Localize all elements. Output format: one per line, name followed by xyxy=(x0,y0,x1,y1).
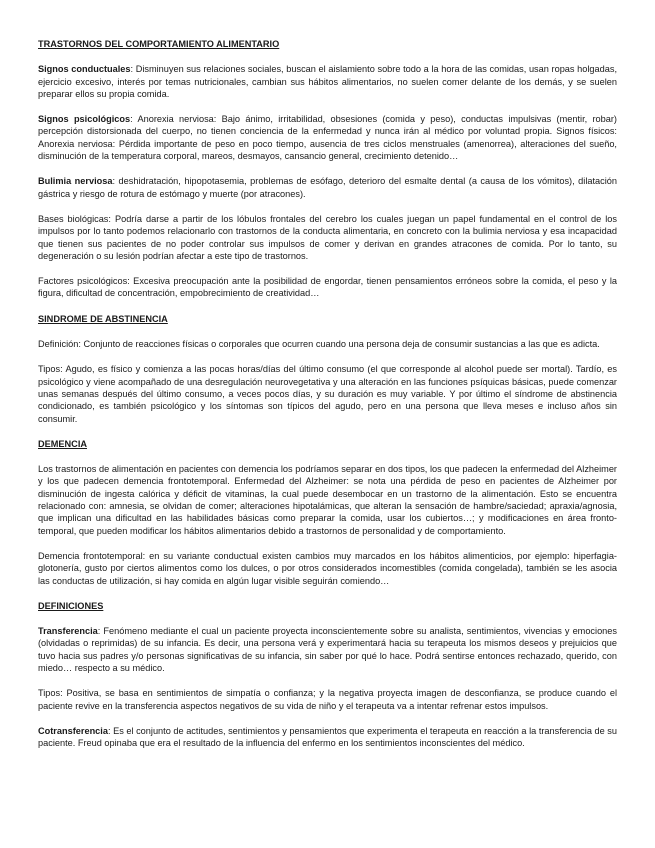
paragraph-signos-psicologicos xyxy=(38,113,617,162)
paragraph-text: : Anorexia nerviosa: Bajo ánimo, irritabilidad, obsesiones (comida y peso), conductas impulsivas (mentir, robar) percepción distorsionada del cuerpo, no tienen conciencia de la enfermedad y nunca irán al médico por voluntad propia. Signos físicos: Anorexia nerviosa: Pérdida importante de peso en poco tiempo, ausencia de tres ciclos menstruales (amenorrea), alteraciones del sueño, disminución de la temperatura corporal, mareos, desmayos, cansancio general, crecimiento detenido… xyxy=(38,114,617,162)
section-demencia xyxy=(38,438,617,587)
paragraph-text: Definición: Conjunto de reacciones físicas o corporales que ocurren cuando una persona deja de consumir sustancias a las que es adicta. xyxy=(38,339,600,350)
paragraph-text: Tipos: Agudo, es físico y comienza a las pocas horas/días del último consumo (el que corresponde al alcohol puede ser mortal). Tardío, es psicológico y viene acompañado de una desregulación neurovegetativa y una alteración en las funciones psíquicas básicas, puede comenzar unas semanas después del último consumo, a veces pocos días, y su duración es muy variable. Y por último el síndrome de abstinencia condicionado, es también psicológico y los síntomas son típicos del agudo, pero en una persona que lleva meses e incluso años sin consumir. xyxy=(38,364,617,424)
paragraph-factores-psicologicos xyxy=(38,275,617,300)
paragraph-text: : Disminuyen sus relaciones sociales, buscan el aislamiento sobre todo a la hora de las comidas, usan ropas holgadas, ejercicio excesivo, interés por temas nutricionales, cambian sus hábitos alimentarios, no suelen comer delante de los demás, y se suelen preparar ellos su propia comida. xyxy=(38,64,618,99)
paragraph-definicion xyxy=(38,338,617,350)
section-heading: SINDROME DE ABSTINENCIA xyxy=(38,313,168,324)
section-heading: DEMENCIA xyxy=(38,438,88,449)
paragraph-cotransferencia xyxy=(38,725,617,750)
paragraph-tipos-transferencia xyxy=(38,687,617,712)
section-heading: TRASTORNOS DEL COMPORTAMIENTO ALIMENTARIO xyxy=(38,39,280,49)
paragraph-text: Tipos: Positiva, se basa en sentimientos de simpatía o confianza; y la negativa proyecta imagen de desconfianza, se produce cuando el paciente revive en la transferencia aspectos negativos de su vida de niño y el terapeuta va a intentar refrenar estos impulsos. xyxy=(38,688,617,711)
paragraph-text: : Es el conjunto de actitudes, sentimientos y pensamientos que experimenta el terapeuta en reacción a la transferencia de su paciente. Freud opinaba que era el resultado de la influencia del enfermo en los sentimientos inconscientes del médico. xyxy=(38,725,617,749)
paragraph-bases-biologicas xyxy=(38,213,617,262)
paragraph-alzheimer xyxy=(38,463,617,537)
section-trastornos xyxy=(38,38,617,300)
paragraph-lead: Signos psicológicos xyxy=(38,114,131,125)
paragraph-signos-conductuales xyxy=(38,63,617,100)
section-definiciones xyxy=(38,600,617,750)
paragraph-text: Demencia frontotemporal: en su variante conductual existen cambios muy marcados en los hábitos alimenticios, por ejemplo: hiperfagia-glotonería, gusto por ciertos alimentos como los dulces, o por otros considerados incomestibles (comida congelada), también se les asocia las conductas de utilización, si hay comida en algún lugar visible seguirán comiendo… xyxy=(38,550,617,586)
paragraph-lead: Bulimia nerviosa xyxy=(38,176,113,187)
paragraph-lead: Signos conductuales xyxy=(38,64,131,75)
section-heading: DEFINICIONES xyxy=(38,600,104,611)
paragraph-frontotemporal xyxy=(38,550,617,587)
paragraph-text: Bases biológicas: Podría darse a partir de los lóbulos frontales del cerebro los cuales juegan un papel fundamental en el control de los impulsos por lo tanto podemos relacionarlo con trastornos de la conducta alimentaria, en concreto con la bulimia nerviosa y esa incapacidad que tienen sus pacientes de no poder controlar sus impulsos de comer y derivan en grandes atracones de comida. Por lo tanto, su degeneración o su lesión podrían afectar a este tipo de trastornos. xyxy=(38,213,617,261)
paragraph-lead: Cotransferencia xyxy=(38,725,108,736)
paragraph-text: Los trastornos de alimentación en pacientes con demencia los podríamos separar en dos tipos, los que padecen la enfermedad del Alzheimer y los que padecen demencia frontotemporal. Enfermedad del Alzheimer: se nota una pérdida de peso en pacientes de Alzheimer por disminución de ingesta calórica y déficit de vitaminas, la cual puede desembocar en un trastorno de la alimentación. Esto se encuentra relacionado con: amnesia, se olvidan de comer; alteraciones hipotalámicas, que alteran la sensación de hambre/saciedad; apraxia/agnosia, que implican una dificultad en las habilidades básicas como preparar la comida, usar los cubiertos…; y modificaciones en área fronto-temporal, que pueden modificar los hábitos alimentarios debido a trastornos de personalidad y de comportamiento. xyxy=(38,464,617,536)
paragraph-transferencia xyxy=(38,625,617,674)
paragraph-lead: Transferencia xyxy=(38,626,98,637)
paragraph-tipos xyxy=(38,363,617,424)
section-abstinencia xyxy=(38,313,617,425)
paragraph-text: Factores psicológicos: Excesiva preocupación ante la posibilidad de engordar, tienen pensamientos erróneos sobre la comida, el peso y la figura, dificultad de concentración, empobrecimiento de creatividad… xyxy=(38,276,617,299)
paragraph-text: : deshidratación, hipopotasemia, problemas de esófago, deterioro del esmalte dental (a causa de los vómitos), dilatación gástrica y riesgo de rotura de estómago y muerte (por atracones). xyxy=(38,176,617,199)
paragraph-bulimia xyxy=(38,175,617,200)
paragraph-text: : Fenómeno mediante el cual un paciente proyecta inconscientemente sobre su analista, sentimientos, vivencias y emociones (olvidadas o reprimidas) de su infancia. Es decir, una persona verá y experimentará hacia su terapeuta los mismos deseos y prejuicios que tuvo hacia sus padres y/o personas significativas de su infancia, sin saber por qué lo hace. Podrá sentirse entonces rechazado, querido, con miedo… respecto a su médico. xyxy=(38,626,617,673)
